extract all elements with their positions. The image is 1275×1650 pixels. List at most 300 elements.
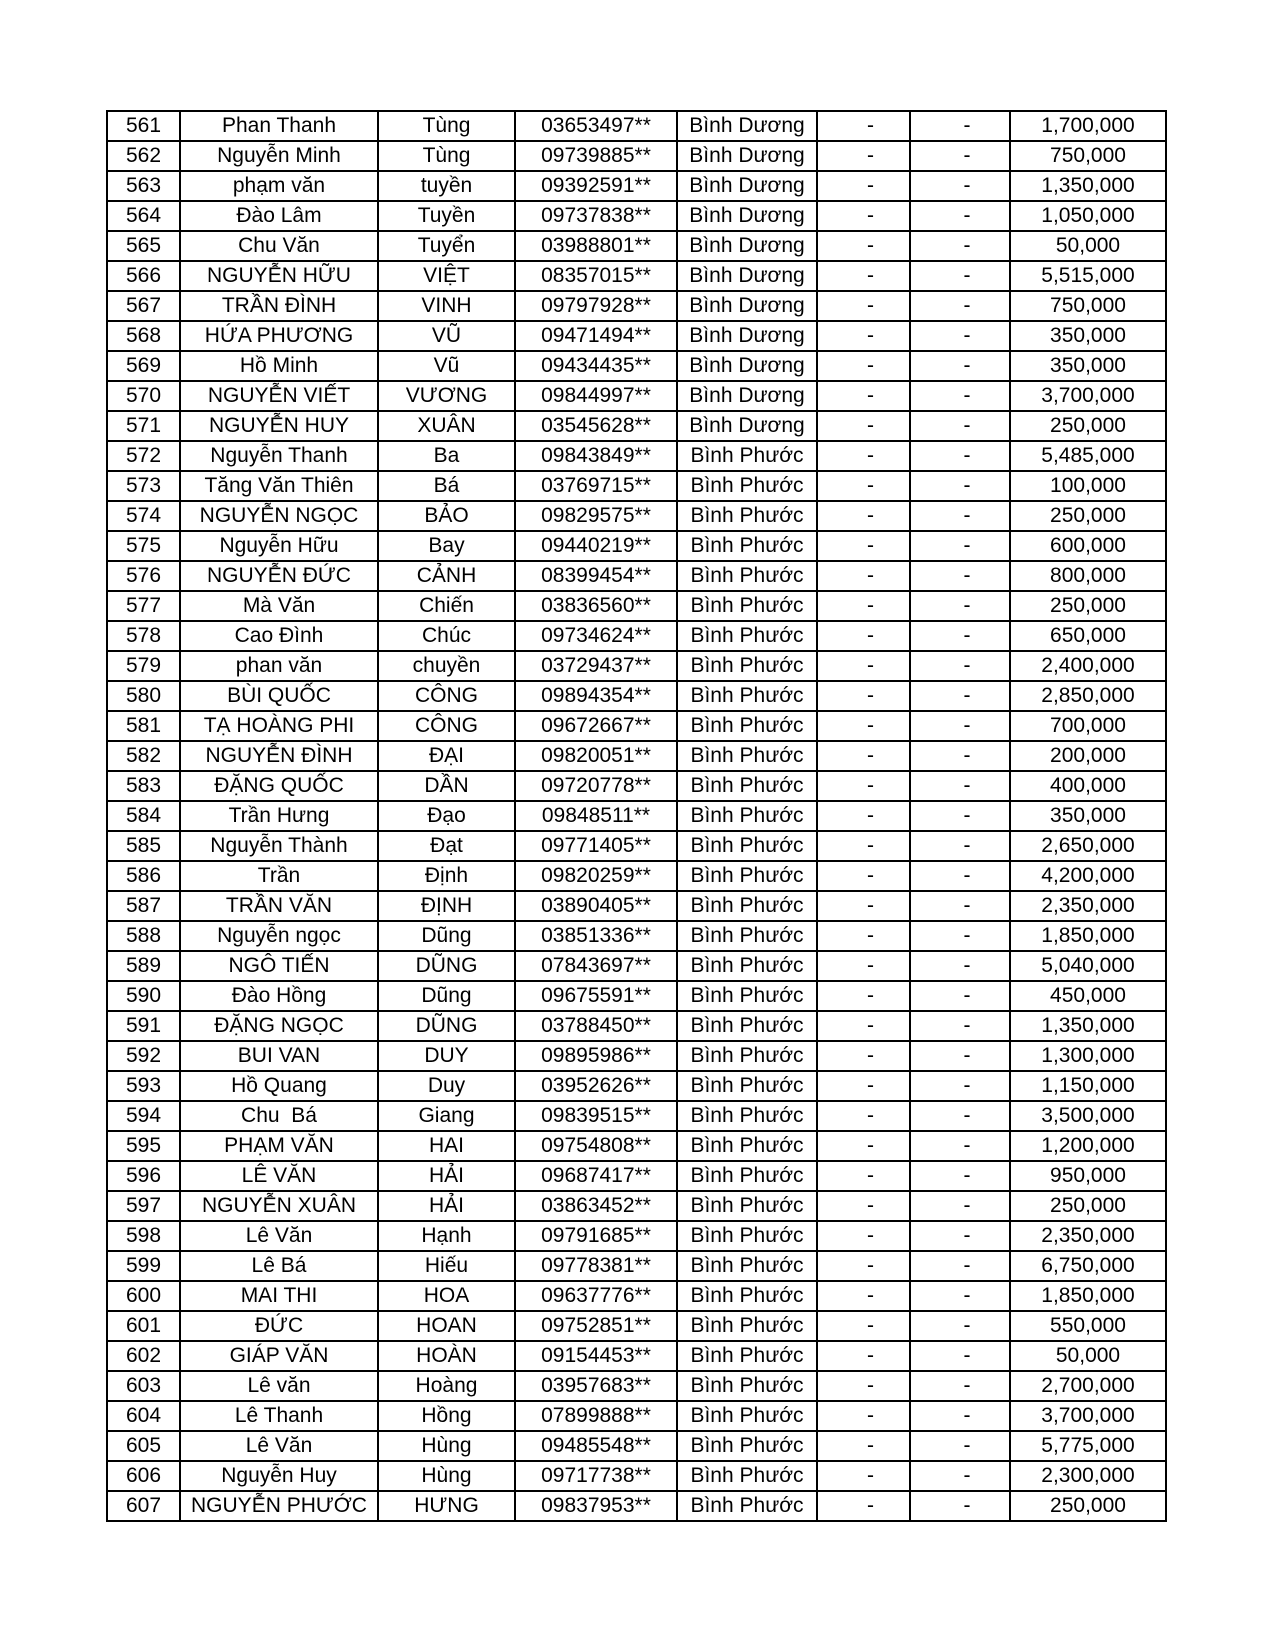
blank-cell-2: - xyxy=(910,621,1010,651)
amount-cell: 6,750,000 xyxy=(1010,1251,1166,1281)
phone-cell: 09848511** xyxy=(515,801,677,831)
row-number-cell: 601 xyxy=(107,1311,180,1341)
first-name-cell: NGUYỄN HUY xyxy=(180,411,378,441)
table-row xyxy=(107,1431,1166,1461)
province-cell: Bình Phước xyxy=(677,951,817,981)
blank-cell-2: - xyxy=(910,531,1010,561)
last-name-cell: Giang xyxy=(378,1101,515,1131)
row-number-cell: 584 xyxy=(107,801,180,831)
last-name-cell: VIỆT xyxy=(378,261,515,291)
row-number-cell: 604 xyxy=(107,1401,180,1431)
amount-cell: 100,000 xyxy=(1010,471,1166,501)
row-number-cell: 597 xyxy=(107,1191,180,1221)
first-name-cell: NGUYỄN ĐỨC xyxy=(180,561,378,591)
phone-cell: 09771405** xyxy=(515,831,677,861)
row-number-cell: 589 xyxy=(107,951,180,981)
table-row xyxy=(107,1071,1166,1101)
table-row xyxy=(107,1221,1166,1251)
row-number-cell: 562 xyxy=(107,141,180,171)
first-name-cell: Nguyễn Huy xyxy=(180,1461,378,1491)
blank-cell-2: - xyxy=(910,1431,1010,1461)
blank-cell-2: - xyxy=(910,171,1010,201)
table-row xyxy=(107,261,1166,291)
blank-cell-2: - xyxy=(910,1371,1010,1401)
first-name-cell: ĐẶNG NGỌC xyxy=(180,1011,378,1041)
amount-cell: 750,000 xyxy=(1010,141,1166,171)
last-name-cell: HOA xyxy=(378,1281,515,1311)
first-name-cell: Nguyễn ngọc xyxy=(180,921,378,951)
province-cell: Bình Phước xyxy=(677,1431,817,1461)
blank-cell-1: - xyxy=(817,1041,910,1071)
blank-cell-2: - xyxy=(910,1011,1010,1041)
row-number-cell: 588 xyxy=(107,921,180,951)
phone-cell: 03952626** xyxy=(515,1071,677,1101)
table-row xyxy=(107,1371,1166,1401)
row-number-cell: 594 xyxy=(107,1101,180,1131)
row-number-cell: 578 xyxy=(107,621,180,651)
province-cell: Bình Dương xyxy=(677,291,817,321)
phone-cell: 09895986** xyxy=(515,1041,677,1071)
blank-cell-2: - xyxy=(910,741,1010,771)
blank-cell-2: - xyxy=(910,111,1010,141)
table-row xyxy=(107,531,1166,561)
row-number-cell: 568 xyxy=(107,321,180,351)
blank-cell-1: - xyxy=(817,891,910,921)
last-name-cell: HẢI xyxy=(378,1161,515,1191)
last-name-cell: VINH xyxy=(378,291,515,321)
table-row xyxy=(107,351,1166,381)
row-number-cell: 561 xyxy=(107,111,180,141)
province-cell: Bình Dương xyxy=(677,321,817,351)
amount-cell: 1,850,000 xyxy=(1010,921,1166,951)
province-cell: Bình Phước xyxy=(677,1011,817,1041)
first-name-cell: NGÔ TIẾN xyxy=(180,951,378,981)
row-number-cell: 605 xyxy=(107,1431,180,1461)
phone-cell: 09797928** xyxy=(515,291,677,321)
blank-cell-1: - xyxy=(817,501,910,531)
phone-cell: 09754808** xyxy=(515,1131,677,1161)
first-name-cell: Nguyễn Thanh xyxy=(180,441,378,471)
row-number-cell: 575 xyxy=(107,531,180,561)
first-name-cell: BÙI QUỐC xyxy=(180,681,378,711)
last-name-cell: Hồng xyxy=(378,1401,515,1431)
blank-cell-2: - xyxy=(910,381,1010,411)
table-row xyxy=(107,621,1166,651)
phone-cell: 09440219** xyxy=(515,531,677,561)
blank-cell-1: - xyxy=(817,231,910,261)
row-number-cell: 592 xyxy=(107,1041,180,1071)
province-cell: Bình Phước xyxy=(677,1371,817,1401)
blank-cell-1: - xyxy=(817,1341,910,1371)
blank-cell-1: - xyxy=(817,861,910,891)
last-name-cell: HƯNG xyxy=(378,1491,515,1521)
first-name-cell: TRẦN VĂN xyxy=(180,891,378,921)
row-number-cell: 576 xyxy=(107,561,180,591)
first-name-cell: NGUYỄN PHƯỚC xyxy=(180,1491,378,1521)
blank-cell-2: - xyxy=(910,1461,1010,1491)
blank-cell-2: - xyxy=(910,1491,1010,1521)
blank-cell-1: - xyxy=(817,741,910,771)
province-cell: Bình Phước xyxy=(677,681,817,711)
blank-cell-1: - xyxy=(817,471,910,501)
first-name-cell: NGUYỄN ĐÌNH xyxy=(180,741,378,771)
table-row xyxy=(107,321,1166,351)
blank-cell-1: - xyxy=(817,321,910,351)
row-number-cell: 582 xyxy=(107,741,180,771)
blank-cell-2: - xyxy=(910,1281,1010,1311)
amount-cell: 1,300,000 xyxy=(1010,1041,1166,1071)
province-cell: Bình Phước xyxy=(677,1101,817,1131)
phone-cell: 03863452** xyxy=(515,1191,677,1221)
first-name-cell: BUI VAN xyxy=(180,1041,378,1071)
last-name-cell: chuyền xyxy=(378,651,515,681)
province-cell: Bình Dương xyxy=(677,111,817,141)
blank-cell-2: - xyxy=(910,1221,1010,1251)
last-name-cell: Duy xyxy=(378,1071,515,1101)
blank-cell-1: - xyxy=(817,111,910,141)
amount-cell: 5,485,000 xyxy=(1010,441,1166,471)
last-name-cell: Dũng xyxy=(378,921,515,951)
province-cell: Bình Phước xyxy=(677,1311,817,1341)
blank-cell-1: - xyxy=(817,141,910,171)
phone-cell: 09829575** xyxy=(515,501,677,531)
province-cell: Bình Dương xyxy=(677,231,817,261)
amount-cell: 1,050,000 xyxy=(1010,201,1166,231)
row-number-cell: 574 xyxy=(107,501,180,531)
province-cell: Bình Phước xyxy=(677,1251,817,1281)
amount-cell: 5,515,000 xyxy=(1010,261,1166,291)
phone-cell: 09844997** xyxy=(515,381,677,411)
province-cell: Bình Dương xyxy=(677,261,817,291)
blank-cell-1: - xyxy=(817,951,910,981)
row-number-cell: 564 xyxy=(107,201,180,231)
first-name-cell: Tăng Văn Thiên xyxy=(180,471,378,501)
first-name-cell: Nguyễn Thành xyxy=(180,831,378,861)
blank-cell-1: - xyxy=(817,621,910,651)
table-row xyxy=(107,411,1166,441)
blank-cell-1: - xyxy=(817,411,910,441)
province-cell: Bình Phước xyxy=(677,1191,817,1221)
last-name-cell: ĐẠI xyxy=(378,741,515,771)
blank-cell-1: - xyxy=(817,1461,910,1491)
blank-cell-1: - xyxy=(817,681,910,711)
blank-cell-1: - xyxy=(817,1431,910,1461)
last-name-cell: HẢI xyxy=(378,1191,515,1221)
first-name-cell: Mà Văn xyxy=(180,591,378,621)
row-number-cell: 565 xyxy=(107,231,180,261)
province-cell: Bình Phước xyxy=(677,1161,817,1191)
province-cell: Bình Phước xyxy=(677,441,817,471)
amount-cell: 50,000 xyxy=(1010,1341,1166,1371)
amount-cell: 2,350,000 xyxy=(1010,891,1166,921)
phone-cell: 09739885** xyxy=(515,141,677,171)
phone-cell: 03957683** xyxy=(515,1371,677,1401)
table-row xyxy=(107,1341,1166,1371)
province-cell: Bình Phước xyxy=(677,921,817,951)
phone-cell: 09820051** xyxy=(515,741,677,771)
first-name-cell: Hồ Minh xyxy=(180,351,378,381)
blank-cell-1: - xyxy=(817,171,910,201)
first-name-cell: phan văn xyxy=(180,651,378,681)
province-cell: Bình Phước xyxy=(677,891,817,921)
blank-cell-1: - xyxy=(817,531,910,561)
blank-cell-1: - xyxy=(817,591,910,621)
province-cell: Bình Phước xyxy=(677,1401,817,1431)
table-row xyxy=(107,381,1166,411)
blank-cell-1: - xyxy=(817,1311,910,1341)
last-name-cell: Bá xyxy=(378,471,515,501)
first-name-cell: PHẠM VĂN xyxy=(180,1131,378,1161)
blank-cell-1: - xyxy=(817,261,910,291)
province-cell: Bình Phước xyxy=(677,471,817,501)
amount-cell: 3,700,000 xyxy=(1010,381,1166,411)
amount-cell: 750,000 xyxy=(1010,291,1166,321)
amount-cell: 3,700,000 xyxy=(1010,1401,1166,1431)
table-row xyxy=(107,951,1166,981)
row-number-cell: 571 xyxy=(107,411,180,441)
amount-cell: 4,200,000 xyxy=(1010,861,1166,891)
blank-cell-2: - xyxy=(910,501,1010,531)
last-name-cell: CẢNH xyxy=(378,561,515,591)
table-row xyxy=(107,651,1166,681)
amount-cell: 1,700,000 xyxy=(1010,111,1166,141)
row-number-cell: 583 xyxy=(107,771,180,801)
amount-cell: 2,400,000 xyxy=(1010,651,1166,681)
first-name-cell: phạm văn xyxy=(180,171,378,201)
table-row xyxy=(107,1161,1166,1191)
phone-cell: 03890405** xyxy=(515,891,677,921)
table-row xyxy=(107,1251,1166,1281)
last-name-cell: HOAN xyxy=(378,1311,515,1341)
province-cell: Bình Dương xyxy=(677,351,817,381)
phone-cell: 09778381** xyxy=(515,1251,677,1281)
table-row xyxy=(107,861,1166,891)
table-row xyxy=(107,1461,1166,1491)
blank-cell-2: - xyxy=(910,1131,1010,1161)
phone-cell: 09843849** xyxy=(515,441,677,471)
province-cell: Bình Dương xyxy=(677,171,817,201)
province-cell: Bình Phước xyxy=(677,801,817,831)
blank-cell-1: - xyxy=(817,1281,910,1311)
blank-cell-2: - xyxy=(910,291,1010,321)
last-name-cell: Hiếu xyxy=(378,1251,515,1281)
blank-cell-2: - xyxy=(910,891,1010,921)
last-name-cell: Định xyxy=(378,861,515,891)
last-name-cell: DUY xyxy=(378,1041,515,1071)
blank-cell-2: - xyxy=(910,411,1010,441)
blank-cell-2: - xyxy=(910,1101,1010,1131)
last-name-cell: DẦN xyxy=(378,771,515,801)
province-cell: Bình Phước xyxy=(677,741,817,771)
phone-cell: 09837953** xyxy=(515,1491,677,1521)
province-cell: Bình Phước xyxy=(677,1341,817,1371)
province-cell: Bình Dương xyxy=(677,141,817,171)
province-cell: Bình Phước xyxy=(677,621,817,651)
first-name-cell: Hồ Quang xyxy=(180,1071,378,1101)
first-name-cell: TRẦN ĐÌNH xyxy=(180,291,378,321)
phone-cell: 09434435** xyxy=(515,351,677,381)
phone-cell: 09154453** xyxy=(515,1341,677,1371)
table-row xyxy=(107,801,1166,831)
province-cell: Bình Phước xyxy=(677,1281,817,1311)
blank-cell-2: - xyxy=(910,801,1010,831)
province-cell: Bình Phước xyxy=(677,561,817,591)
table-row xyxy=(107,501,1166,531)
last-name-cell: Tùng xyxy=(378,141,515,171)
first-name-cell: Trần Hưng xyxy=(180,801,378,831)
first-name-cell: Chu Bá xyxy=(180,1101,378,1131)
recipient-list-table xyxy=(106,110,1167,1522)
last-name-cell: Ba xyxy=(378,441,515,471)
blank-cell-2: - xyxy=(910,951,1010,981)
last-name-cell: Đạo xyxy=(378,801,515,831)
blank-cell-2: - xyxy=(910,441,1010,471)
last-name-cell: DŨNG xyxy=(378,951,515,981)
phone-cell: 03545628** xyxy=(515,411,677,441)
blank-cell-2: - xyxy=(910,1071,1010,1101)
first-name-cell: NGUYỄN NGỌC xyxy=(180,501,378,531)
amount-cell: 350,000 xyxy=(1010,351,1166,381)
phone-cell: 09737838** xyxy=(515,201,677,231)
amount-cell: 5,775,000 xyxy=(1010,1431,1166,1461)
table-row xyxy=(107,1101,1166,1131)
row-number-cell: 603 xyxy=(107,1371,180,1401)
row-number-cell: 581 xyxy=(107,711,180,741)
blank-cell-1: - xyxy=(817,441,910,471)
last-name-cell: Hùng xyxy=(378,1461,515,1491)
amount-cell: 1,350,000 xyxy=(1010,171,1166,201)
first-name-cell: Trần xyxy=(180,861,378,891)
last-name-cell: Chiến xyxy=(378,591,515,621)
last-name-cell: XUÂN xyxy=(378,411,515,441)
blank-cell-2: - xyxy=(910,231,1010,261)
province-cell: Bình Phước xyxy=(677,531,817,561)
last-name-cell: ĐỊNH xyxy=(378,891,515,921)
province-cell: Bình Phước xyxy=(677,1221,817,1251)
row-number-cell: 577 xyxy=(107,591,180,621)
phone-cell: 09894354** xyxy=(515,681,677,711)
row-number-cell: 569 xyxy=(107,351,180,381)
blank-cell-1: - xyxy=(817,561,910,591)
table-row xyxy=(107,561,1166,591)
last-name-cell: Vũ xyxy=(378,351,515,381)
first-name-cell: NGUYỄN VIẾT xyxy=(180,381,378,411)
blank-cell-2: - xyxy=(910,771,1010,801)
blank-cell-2: - xyxy=(910,1161,1010,1191)
first-name-cell: Phan Thanh xyxy=(180,111,378,141)
blank-cell-1: - xyxy=(817,831,910,861)
row-number-cell: 567 xyxy=(107,291,180,321)
row-number-cell: 563 xyxy=(107,171,180,201)
table-row xyxy=(107,1041,1166,1071)
phone-cell: 09471494** xyxy=(515,321,677,351)
amount-cell: 650,000 xyxy=(1010,621,1166,651)
row-number-cell: 595 xyxy=(107,1131,180,1161)
phone-cell: 03851336** xyxy=(515,921,677,951)
last-name-cell: Tùng xyxy=(378,111,515,141)
blank-cell-1: - xyxy=(817,1101,910,1131)
amount-cell: 250,000 xyxy=(1010,411,1166,441)
blank-cell-1: - xyxy=(817,981,910,1011)
province-cell: Bình Phước xyxy=(677,711,817,741)
table-row xyxy=(107,1401,1166,1431)
table-row xyxy=(107,1011,1166,1041)
amount-cell: 2,700,000 xyxy=(1010,1371,1166,1401)
phone-cell: 09820259** xyxy=(515,861,677,891)
table-row xyxy=(107,711,1166,741)
phone-cell: 03988801** xyxy=(515,231,677,261)
amount-cell: 450,000 xyxy=(1010,981,1166,1011)
first-name-cell: MAI THI xyxy=(180,1281,378,1311)
blank-cell-2: - xyxy=(910,261,1010,291)
blank-cell-2: - xyxy=(910,1311,1010,1341)
last-name-cell: BẢO xyxy=(378,501,515,531)
blank-cell-1: - xyxy=(817,1371,910,1401)
blank-cell-2: - xyxy=(910,471,1010,501)
province-cell: Bình Dương xyxy=(677,201,817,231)
province-cell: Bình Phước xyxy=(677,1491,817,1521)
first-name-cell: Cao Đình xyxy=(180,621,378,651)
province-cell: Bình Phước xyxy=(677,861,817,891)
phone-cell: 09485548** xyxy=(515,1431,677,1461)
first-name-cell: Lê Văn xyxy=(180,1431,378,1461)
phone-cell: 09752851** xyxy=(515,1311,677,1341)
table-row xyxy=(107,111,1166,141)
table-body xyxy=(107,111,1166,1521)
table-row xyxy=(107,141,1166,171)
blank-cell-2: - xyxy=(910,201,1010,231)
blank-cell-1: - xyxy=(817,1401,910,1431)
blank-cell-1: - xyxy=(817,201,910,231)
last-name-cell: CÔNG xyxy=(378,681,515,711)
amount-cell: 3,500,000 xyxy=(1010,1101,1166,1131)
blank-cell-2: - xyxy=(910,321,1010,351)
amount-cell: 250,000 xyxy=(1010,1491,1166,1521)
blank-cell-2: - xyxy=(910,921,1010,951)
last-name-cell: Dũng xyxy=(378,981,515,1011)
blank-cell-1: - xyxy=(817,1491,910,1521)
blank-cell-2: - xyxy=(910,651,1010,681)
last-name-cell: HOÀN xyxy=(378,1341,515,1371)
province-cell: Bình Phước xyxy=(677,651,817,681)
table-row xyxy=(107,231,1166,261)
table-row xyxy=(107,1191,1166,1221)
amount-cell: 600,000 xyxy=(1010,531,1166,561)
amount-cell: 2,650,000 xyxy=(1010,831,1166,861)
row-number-cell: 570 xyxy=(107,381,180,411)
last-name-cell: VŨ xyxy=(378,321,515,351)
amount-cell: 350,000 xyxy=(1010,321,1166,351)
blank-cell-2: - xyxy=(910,1341,1010,1371)
row-number-cell: 586 xyxy=(107,861,180,891)
phone-cell: 09687417** xyxy=(515,1161,677,1191)
first-name-cell: NGUYỄN HỮU xyxy=(180,261,378,291)
first-name-cell: ĐẶNG QUỐC xyxy=(180,771,378,801)
blank-cell-2: - xyxy=(910,141,1010,171)
first-name-cell: HỨA PHƯƠNG xyxy=(180,321,378,351)
last-name-cell: Đạt xyxy=(378,831,515,861)
last-name-cell: Tuyển xyxy=(378,231,515,261)
amount-cell: 2,350,000 xyxy=(1010,1221,1166,1251)
table-row xyxy=(107,1311,1166,1341)
amount-cell: 50,000 xyxy=(1010,231,1166,261)
first-name-cell: Nguyễn Minh xyxy=(180,141,378,171)
blank-cell-2: - xyxy=(910,861,1010,891)
amount-cell: 400,000 xyxy=(1010,771,1166,801)
amount-cell: 5,040,000 xyxy=(1010,951,1166,981)
first-name-cell: Chu Văn xyxy=(180,231,378,261)
province-cell: Bình Phước xyxy=(677,981,817,1011)
